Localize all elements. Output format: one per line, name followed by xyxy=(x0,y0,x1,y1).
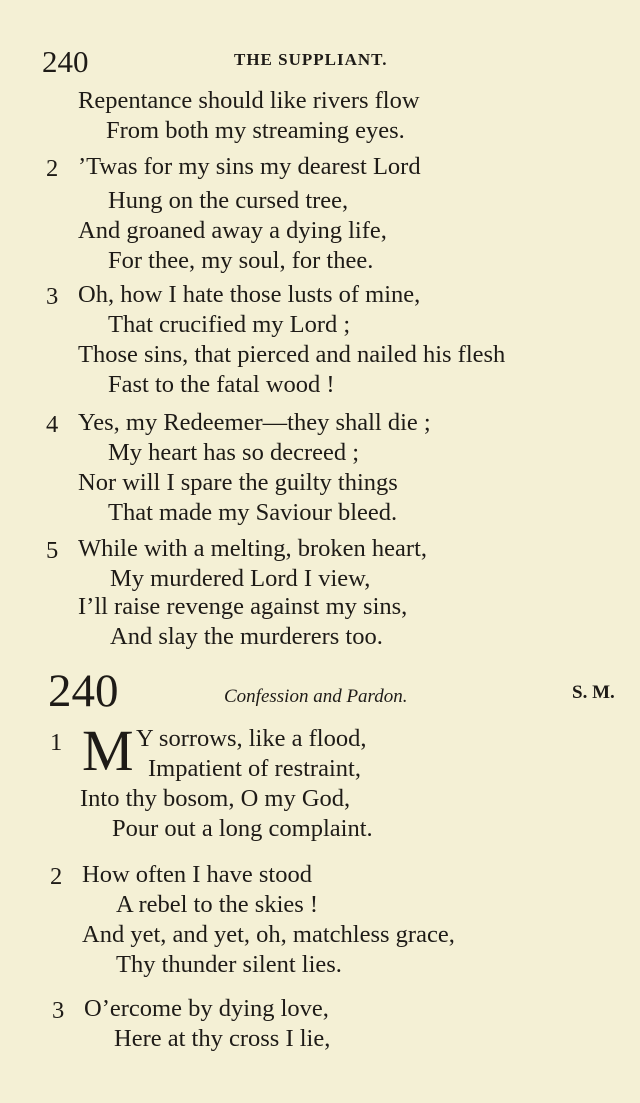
page-number: 240 xyxy=(42,44,89,79)
running-title: THE SUPPLIANT. xyxy=(234,50,388,69)
verse-number: 2 xyxy=(50,863,63,890)
verse-number: 3 xyxy=(52,997,65,1024)
verse-line: My murdered Lord I view, xyxy=(110,565,371,592)
verse-line: Thy thunder silent lies. xyxy=(116,951,342,978)
verse-line: While with a melting, broken heart, xyxy=(78,535,428,562)
verse-number: 2 xyxy=(46,155,59,182)
page-header xyxy=(0,40,640,80)
verse-line: How often I have stood xyxy=(82,861,312,888)
hymn-meter: S. M. xyxy=(572,682,615,703)
verse-line: And yet, and yet, oh, matchless grace, xyxy=(82,921,455,948)
verse-line: Hung on the cursed tree, xyxy=(108,187,349,214)
verse-number: 3 xyxy=(46,283,59,310)
verse-line: Yes, my Redeemer—they shall die ; xyxy=(78,409,431,436)
verse-line: Here at thy cross I lie, xyxy=(114,1025,331,1052)
verse-line: Nor will I spare the guilty things xyxy=(78,469,398,496)
verse-line: Pour out a long complaint. xyxy=(112,815,373,842)
hymn-number: 240 xyxy=(48,665,119,717)
verse-line: For thee, my soul, for thee. xyxy=(108,247,374,274)
verse-line: That crucified my Lord ; xyxy=(108,311,351,338)
verse-number: 1 xyxy=(50,729,63,756)
verse-line: Repentance should like rivers flow xyxy=(78,87,420,114)
verse-line: ’Twas for my sins my dearest Lord xyxy=(78,153,421,180)
verse-number: 4 xyxy=(46,411,59,438)
verse-number: 5 xyxy=(46,537,59,564)
verse-line: A rebel to the skies ! xyxy=(116,891,319,918)
verse-line: And slay the murderers too. xyxy=(110,623,383,650)
verse-line: From both my streaming eyes. xyxy=(106,117,405,144)
verse-line: I’ll raise revenge against my sins, xyxy=(78,593,408,620)
verse-line: My heart has so decreed ; xyxy=(108,439,360,466)
verse-line: Impatient of restraint, xyxy=(148,755,361,782)
verse-line: And groaned away a dying life, xyxy=(78,217,387,244)
verse-line: Those sins, that pierced and nailed his flesh xyxy=(78,341,506,368)
verse-line: O’ercome by dying love, xyxy=(84,995,329,1022)
verse-line: Y sorrows, like a flood, xyxy=(136,725,367,752)
hymn-heading xyxy=(0,664,640,720)
verse-line: Into thy bosom, O my God, xyxy=(80,785,351,812)
verse-line: That made my Saviour bleed. xyxy=(108,499,398,526)
hymn-title: Confession and Pardon. xyxy=(224,686,408,707)
drop-cap: M xyxy=(82,718,134,783)
verse-line: Oh, how I hate those lusts of mine, xyxy=(78,281,421,308)
verse-line: Fast to the fatal wood ! xyxy=(108,371,335,398)
